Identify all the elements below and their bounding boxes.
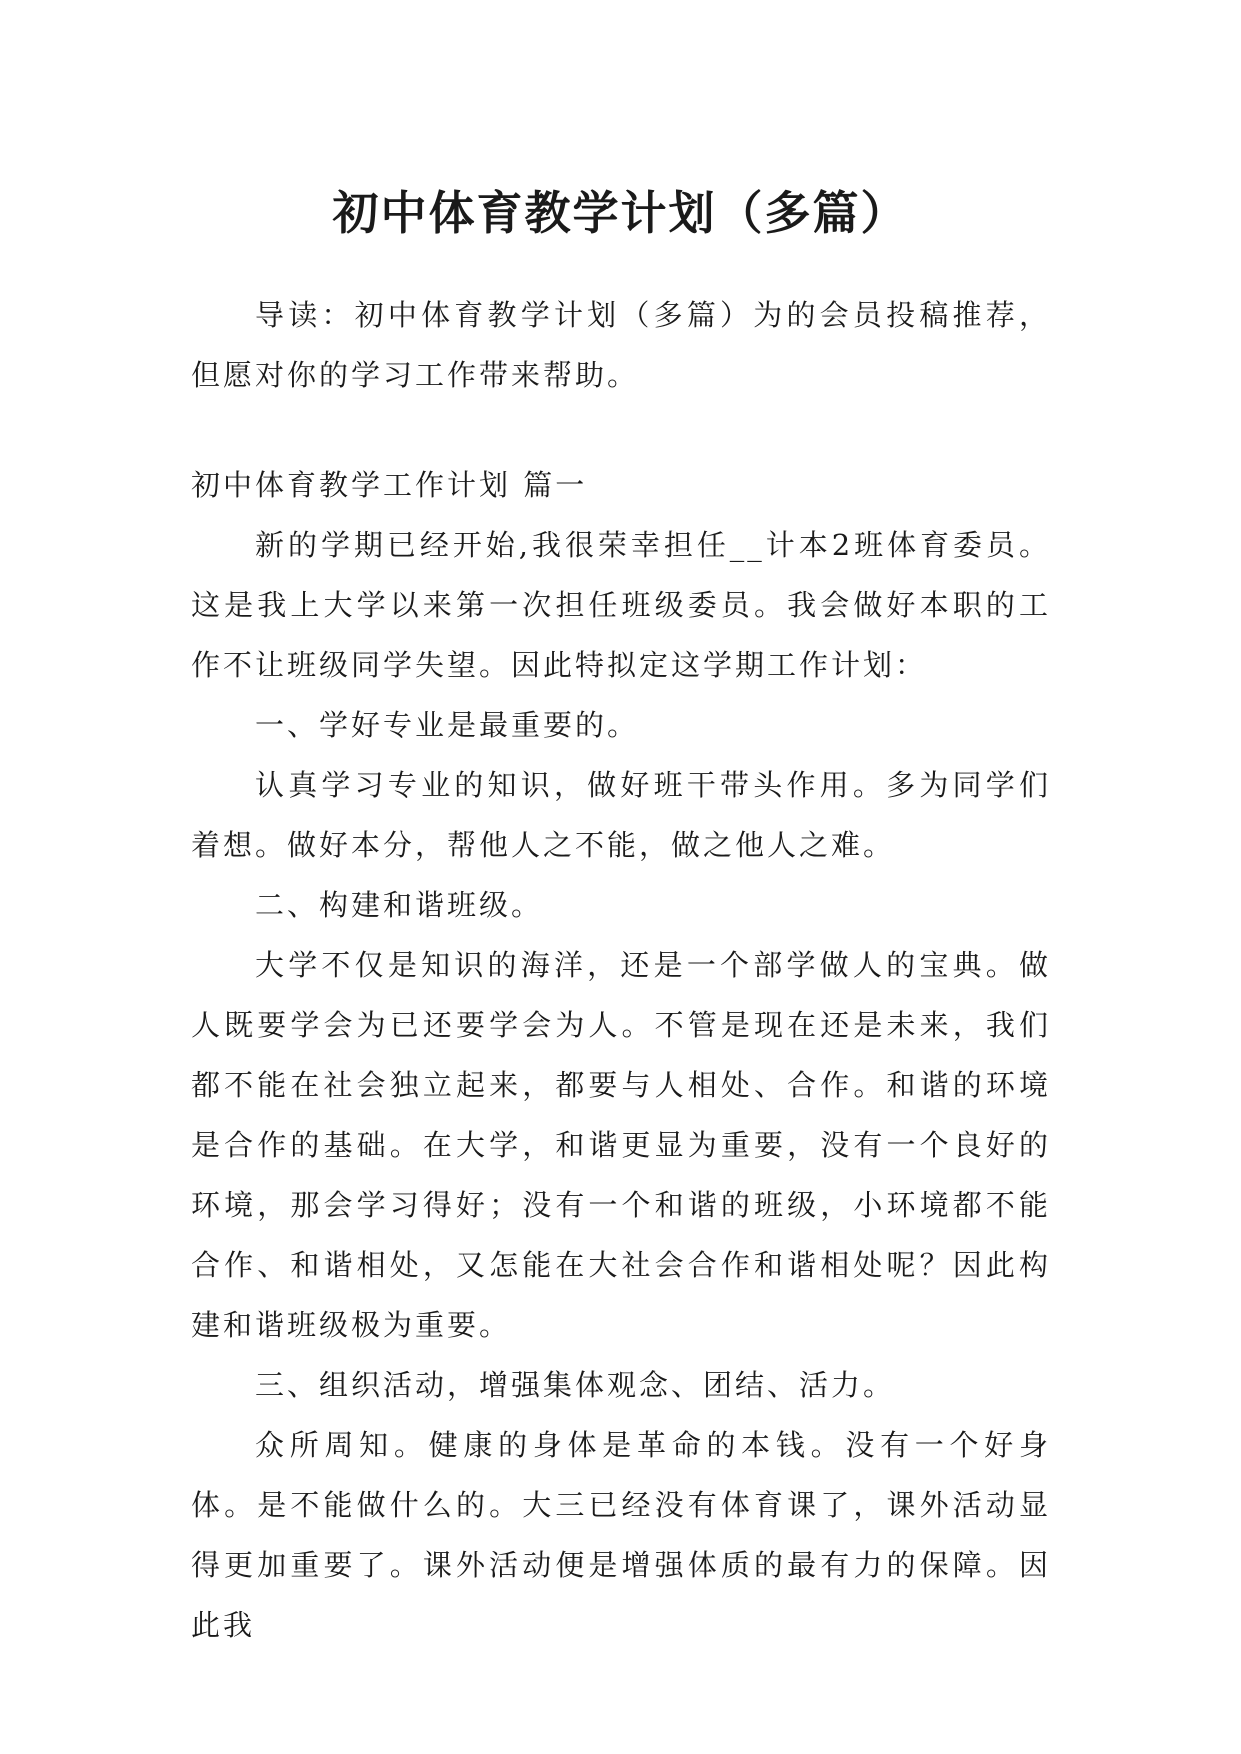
- body-paragraph-1: 新的学期已经开始,我很荣幸担任__计本2班体育委员。这是我上大学以来第一次担任班级委员。我会做好本职的工作不让班级同学失望。因此特拟定这学期工作计划：: [191, 528, 1051, 682]
- body-paragraph-4: 众所周知。健康的身体是革命的本钱。没有一个好身体。是不能做什么的。大三已经没有体育课了，课外活动显得更加重要了。课外活动便是增强体质的最有力的保障。因此我: [191, 1428, 1051, 1642]
- section-heading: 初中体育教学工作计划 篇一: [191, 468, 588, 502]
- body-heading-2: 二、构建和谐班级。: [255, 888, 544, 922]
- body-heading-1: 一、学好专业是最重要的。: [255, 708, 640, 742]
- intro-block: [191, 285, 1051, 405]
- document-title: 初中体育教学计划（多篇）: [332, 185, 909, 240]
- body-paragraph-2: 认真学习专业的知识，做好班干带头作用。多为同学们着想。做好本分，帮他人之不能，做之他人之难。: [191, 768, 1051, 862]
- intro-paragraph: 导读：初中体育教学计划（多篇）为的会员投稿推荐，但愿对你的学习工作带来帮助。: [191, 298, 1051, 392]
- body-heading-3: 三、组织活动，增强集体观念、团结、活力。: [255, 1368, 896, 1402]
- content-block: [191, 455, 1051, 1655]
- body-paragraph-3: 大学不仅是知识的海洋，还是一个部学做人的宝典。做人既要学会为已还要学会为人。不管是现在还是未来，我们都不能在社会独立起来，都要与人相处、合作。和谐的环境是合作的基础。在大学，和谐更显为重要，没有一个良好的环境，那会学习得好；没有一个和谐的班级，小环境都不能合作、和谐相处，又怎能在大社会合作和谐相处呢？因此构建和谐班级极为重要。: [191, 948, 1051, 1342]
